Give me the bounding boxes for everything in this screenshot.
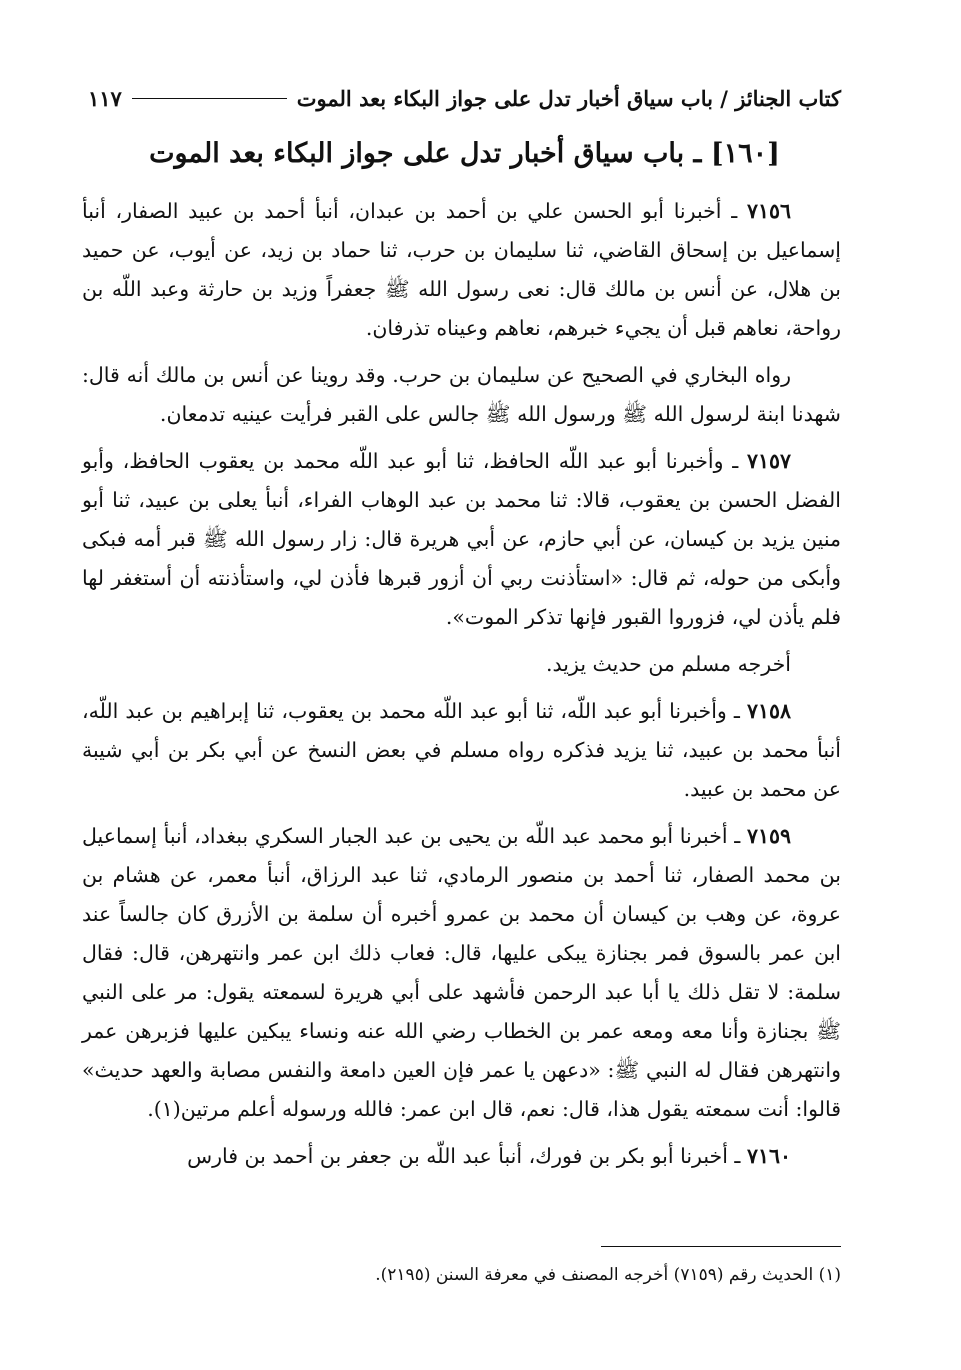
running-header	[88, 78, 841, 118]
footnote: (١) الحديث رقم (٧١٥٩) أخرجه المصنف في معرفة السنن (٢١٩٥).	[375, 1265, 841, 1285]
body-text	[82, 192, 841, 1184]
paragraph-text: ـ أخبرنا أبو بكر بن فورك، أنبأ عبد اللّه بن جعفر بن أحمد بن فارس	[187, 1144, 741, 1168]
hadith-number: ٧١٥٩	[746, 824, 791, 848]
paragraph-7159	[82, 817, 841, 1129]
paragraph-7156	[82, 192, 841, 348]
hadith-number: ٧١٥٧	[746, 449, 791, 473]
hadith-number: ٧١٦٠	[746, 1144, 791, 1168]
running-title: كتاب الجنائز / باب سياق أخبار تدل على جواز البكاء بعد الموت	[296, 85, 841, 111]
paragraph-7157	[82, 442, 841, 637]
paragraph-text: ـ أخبرنا أبو الحسن علي بن أحمد بن عبدان، أنبأ أحمد بن عبيد الصفار، أنبأ إسماعيل بن إسحاق القاضي، ثنا سليمان بن حرب، ثنا حماد بن زيد، عن أيوب، عن حميد بن هلال، عن أنس بن مالك قال: نعى رسول الله ﷺ جعفراً وزيد بن حارثة وعبد اللّه بن رواحة، نعاهم قبل أن يجيء خبرهم، نعاهم وعيناه تذرفان.	[82, 199, 841, 340]
paragraph-text: رواه البخاري في الصحيح عن سليمان بن حرب. وقد روينا عن أنس بن مالك أنه قال: شهدنا ابنة لرسول الله ﷺ ورسول الله ﷺ جالس على القبر فرأيت عينيه تدمعان.	[82, 363, 841, 426]
page-number: ١١٧	[88, 85, 122, 111]
paragraph-7158	[82, 692, 841, 809]
paragraph-text: ـ وأخبرنا أبو عبد اللّه الحافظ، ثنا أبو عبد اللّه محمد بن يعقوب الحافظ، وأبو الفضل الحسن بن يعقوب، قالا: ثنا محمد بن عبد الوهاب الفراء، أنبأ يعلى بن عبيد، ثنا أبو منين يزيد بن كيسان، عن أبي حازم، عن أبي هريرة قال: زار رسول الله ﷺ قبر أمه فبكى وأبكى من حوله، ثم قال: «استأذنت ربي أن أزور قبرها فأذن لي، واستأذنته أن أستغفر لها فلم يأذن لي، فزوروا القبور فإنها تذكر الموت».	[82, 449, 841, 629]
paragraph-text: ـ أخبرنا أبو محمد عبد اللّه بن يحيى بن عبد الجبار السكري ببغداد، أنبأ إسماعيل بن محمد الصفار، ثنا أحمد بن منصور الرمادي، ثنا عبد الرزاق، أنبأ معمر، عن هشام بن عروة، عن وهب بن كيسان أن محمد بن عمرو أخبره أن سلمة بن الأزرق كان جالساً عند ابن عمر بالسوق فمر بجنازة يبكى عليها، قال: فعاب ذلك ابن عمر وانتهرهن، قال: فقال سلمة: لا تقل ذلك يا أبا عبد الرحمن فأشهد على أبي هريرة لسمعته يقول: مر على النبي ﷺ بجنازة وأنا معه ومعه عمر بن الخطاب رضي الله عنه ونساء يبكين عليها فزبرهن عمر وانتهرهن فقال له النبي ﷺ: «دعهن يا عمر فإن العين دامعة والنفس مصابة والعهد حديث» قالوا: أنت سمعته يقول هذا، قال: نعم، قال ابن عمر: فالله ورسوله أعلم مرتين(١).	[82, 824, 841, 1121]
hadith-number: ٧١٥٦	[746, 199, 791, 223]
paragraph-7160	[82, 1137, 841, 1176]
footnote-rule	[601, 1246, 841, 1247]
paragraph-commentary	[82, 356, 841, 434]
paragraph-commentary	[82, 645, 841, 684]
paragraph-text: ـ وأخبرنا أبو عبد اللّه، ثنا أبو عبد اللّه محمد بن يعقوب، ثنا إبراهيم بن عبد اللّه، أنبأ محمد بن عبيد، ثنا يزيد فذكره رواه مسلم في بعض النسخ عن أبي بكر بن أبي شيبة عن محمد بن عبيد.	[82, 699, 841, 801]
header-rule	[132, 98, 287, 99]
hadith-number: ٧١٥٨	[746, 699, 791, 723]
chapter-title: [١٦٠] ـ باب سياق أخبار تدل على جواز البكاء بعد الموت	[149, 138, 780, 169]
paragraph-text: أخرجه مسلم من حديث يزيد.	[546, 652, 791, 676]
